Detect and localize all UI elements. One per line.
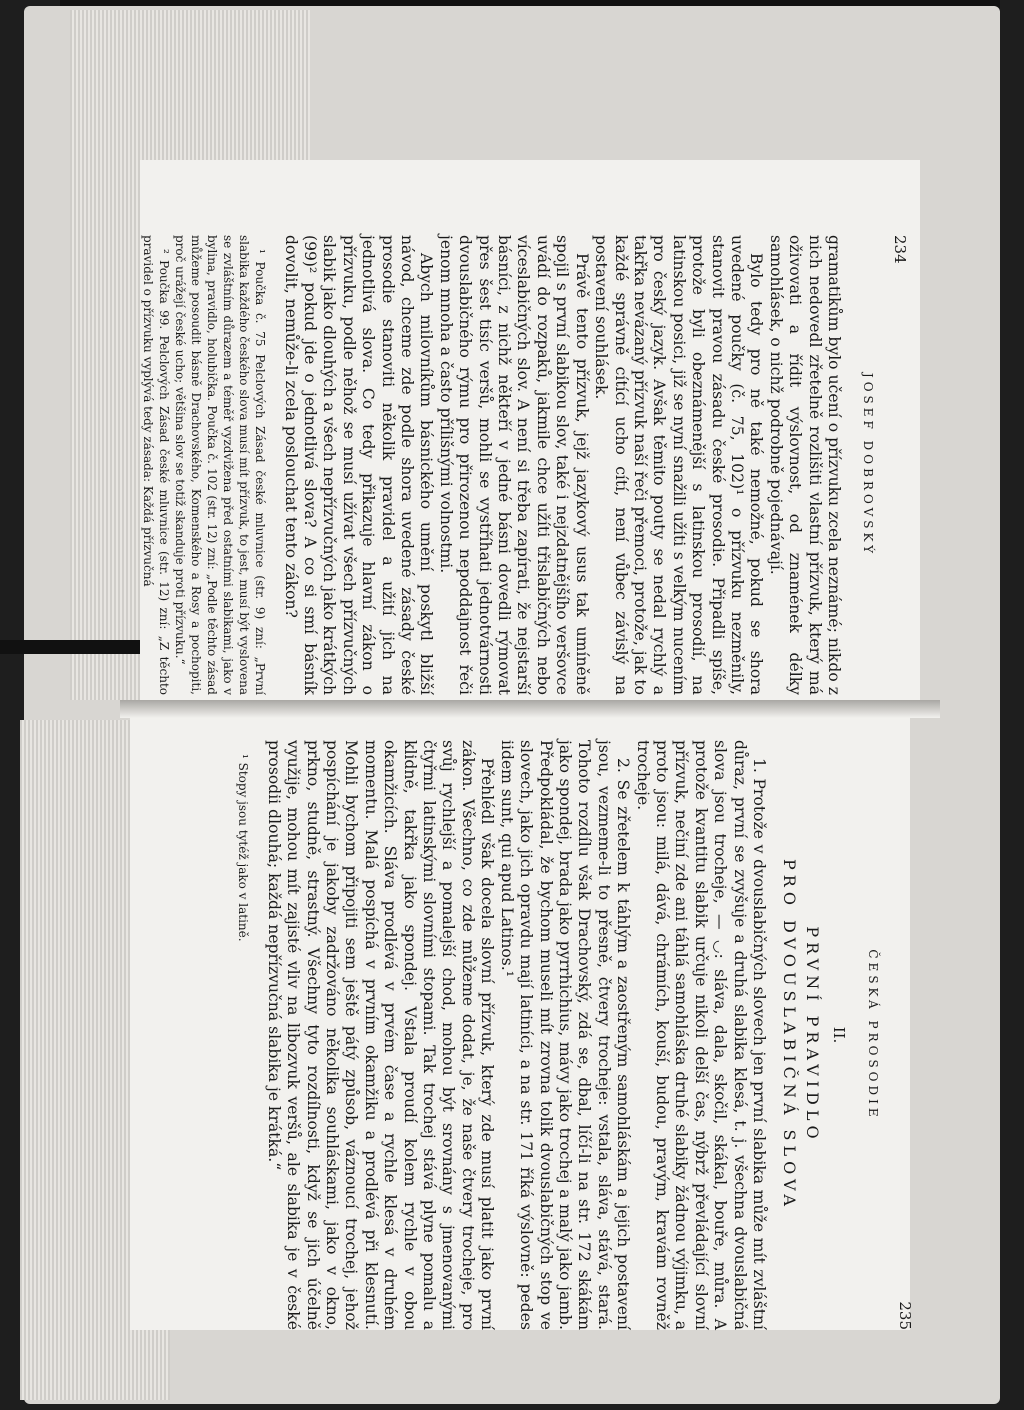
running-head: JOSEF DOBROVSKÝ [861, 372, 875, 558]
right-page-text [235, 740, 914, 1330]
running-head: ČESKÁ PROSODIE [866, 949, 880, 1121]
page-number: 235 [896, 1301, 914, 1330]
paragraph: Přehlédl však docela slovní přízvuk, který zde musí platit jako první zákon. Všechno, co zde můžeme dodat, je, že naše čtvery trocheje, pro svůj rychlejší a pomalejší chod, mohou být srovnány s jmenovanými čtyřmi latinskými slovními stopami. Tak trochej stává plyne pomalu a klidně, takřka jako spondej. Vstala proudí kolem rychle v obou okamžicích. Sláva prodlévá v prvém čase a rychle klesá v druhém momentu. Malá pospíchá v prvním okamžiku a prodlévá při klesnutí. Mohli bychom připojiti sem ještě pátý způsob, váznoucí trochej, jehož pospíchání je jakoby zadržováno několika souhláskami, jako v okno, prkno, studně, strastný. Všechny tyto rozdílnosti, když se jich účelně využije, mohou mít zajisté vliv na libozvuk veršů, ale slabika je v české prosodii dlouhá; každá nepřízvučná slabika je krátká.“ [264, 740, 497, 1330]
paragraph: Právě tento přízvuk, jejž jazykový usus tak umíněně spojil s první slabikou slov, také i nejzdatnějšího veršovce uvádí do rozpaků, jakmile chce užíti třislabičných nebo víceslabičných slov. A není si třeba zapírati, že nejstarší básníci, z nichž někteří v jedné básni dovedli rýmovat přes šest tisíc veršů, mohli se vystříhati jednotvárnosti dvouslabičného rýmu pro přirozenou nepoddajnost řeči jenom mnoha a často přílišnými volnostmi. [436, 235, 591, 695]
paragraph: gramatikům bylo učení o přízvuku zcela neznámé; nikdo z nich nedovedl zřetelně rozlišiti vlastní přízvuk, který má oživovati a řídit výslovnost, od znamének délky samohlásek, o nichž podrobně pojednávají. [766, 235, 843, 695]
bookmark-ribbon [0, 640, 140, 654]
left-page-text [140, 235, 909, 695]
paragraph: 2. Se zřetelem k táhlým a zaostřeným samohláskám a jejich postavení jsou, vezmeme-li to přesně, čtvery trocheje: vstala, sláva, stává, stará. Tohoto rozdílu však Drachovský, zdá se, dbal, líčí-li na str. 172 skákám jako spondej, brada jako pyrrhichius, mávy jako trochej a malý jako jamb. Předpokládal, že bychom museli mít zrovna tolik dvouslabičných stop ve slovech, jako jich opravdu mají latiníci, a na str. 171 říká výslovně: pedes iidem sunt, qui apud Latinos.¹ [497, 740, 633, 1330]
paragraph: Abych milovníkům básnického umění poskytl bližší návod, chceme zde podle shora uvedené zásady české prosodie stanoviti několik pravidel a užití jich na jednotlivá slova. Co tedy přikazuje hlavní zákon o přízvuku, podle něhož se musí užívat všech přízvučných slabik jako dlouhých a všech nepřízvučných jako krátkých (99)² pokud jde o jednotlivá slova? A co si smí básník dovolit, nemůže-li zcela poslouchat tento zákon? [281, 235, 436, 695]
paragraph: Bylo tedy pro ně také nemožné, pokud se shora uvedené poučky (č. 75, 102)¹ o přízvuku nezměnily, stanovit pravou zásadu české prosodie. Připadli spíše, protože byli obeznámenější s latinskou prosodií, na latinskou posici, již se nyní snažili užíti s velkým nucením pro český jazyk. Avšak těmito pouty se nedal rychlý a takřka nevázaný přízvuk naší řeči přemoci, protože, jak to každé správně cítící ucho cítí, není vůbec závislý na postavení souhlásek. [592, 235, 766, 695]
footnote: ² Poučka 99. Pelclových Zásad české mluvnice (str. 12) zní: „Z těchto pravidel o přízvuku vyplývá tedy zásada: Každá přízvučná [141, 235, 172, 695]
footnote: ¹ Stopy jsou tytéž jako v latině. [236, 754, 251, 942]
book-gutter [120, 700, 940, 718]
page-number: 234 [891, 235, 909, 264]
paragraph: 1. Protože v dvouslabičných slovech jen první slabika může mít zvláštní důraz, první se zvyšuje a druhá slabika klesá, t. j. všechna dvouslabičná slova jsou trocheje, — ◡: sláva, dala, skočil, skákal, bouře, můra. A protože kvantitu slabik určuje nikoli delší čas, nýbrž převládající slovní přízvuk, nečiní zde ani táhlá samohláska druhé slabiky žádnou výjimku, a proto jsou: milá, dává, chrámích, kouší, budou, pravým, kravám rovněž trocheje. [633, 740, 768, 1330]
section-subheading: PRO DVOUSLABIČNÁ SLOVA [780, 859, 799, 1211]
chapter-number: II. [830, 1026, 848, 1044]
footnote: ¹ Poučka č. 75 Pelclových Zásad české mluvnice (str. 9) zní: „První slabika každého českého slova musí mít přízvuk, to jest, musí být vyslovena se zvláštním důrazem a téměř vyzdvižena před ostatními slabikami, jako v bylina, pravidlo, holubička. Poučka č. 102 (str. 12) zní: „Podle těchto zásad můžeme posoudit básně Drachovského, Komenského a Rosy a pochopiti, proč urážejí české ucho; většina slov se totiž skanduje proti přízvuku.“ [173, 235, 268, 695]
section-heading: PRVNÍ PRAVIDLO [803, 926, 822, 1144]
